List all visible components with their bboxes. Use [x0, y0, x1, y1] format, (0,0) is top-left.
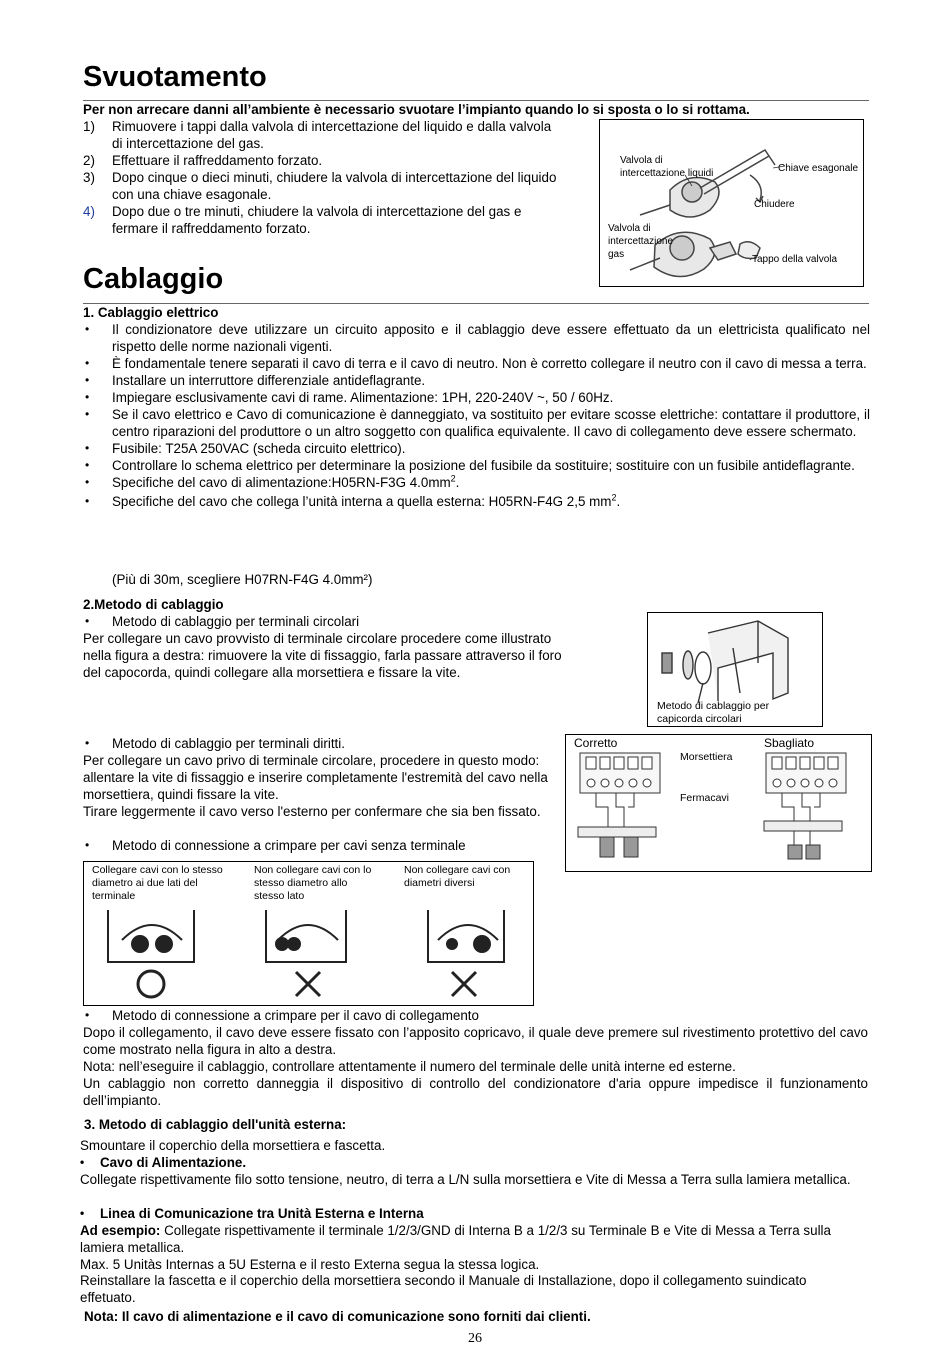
list-item: • Se il cavo elettrico e Cavo di comunicazione è danneggiato, va sostituito per evitare scosse elettriche: contattare il produttore, il centro riparazioni del produttore o un altro soggetto con qualifica equivalente. Il cavo di collegamento deve essere schermato.: [83, 406, 870, 440]
s3-heading: 3. Metodo di cablaggio dell'unità esterna:: [84, 1117, 347, 1132]
label-hex-key: Chiave esagonale: [778, 163, 859, 174]
list-item: • Fusibile: T25A 250VAC (scheda circuito elettrico).: [83, 440, 870, 457]
s2-note-paragraph: Nota: nell’eseguire il cablaggio, controllare attentamente il numero del terminale delle unità interne ed esterne.: [83, 1059, 736, 1074]
crimp-cell-same-side-text: Non collegare cavi con lo stesso diametro allo stesso lato: [254, 864, 372, 902]
crimp-cell-diff-diameter-text: Non collegare cavi con diametri diversi: [404, 864, 511, 889]
crimp-illustration: [84, 862, 533, 1005]
label-terminal: Morsettiera: [680, 751, 733, 763]
crimp-table: [83, 861, 534, 1006]
s2-bullet-ring: [83, 613, 583, 630]
label-close: Chiudere: [754, 199, 795, 210]
s2-straight-paragraph: Per collegare un cavo privo di terminale circolare, procedere in questo modo: allentare la vite di fissaggio e inserire completamente l'estremità del cavo nella morsettiera, quindi fissare la vite.: [83, 753, 548, 802]
label-correct: Corretto: [574, 736, 618, 750]
s2-warning-paragraph: Un cablaggio non corretto danneggia il dispositivo di controllo del condizionatore d'aria oppure impedisce il funzionamento dell’impianto.: [83, 1076, 868, 1108]
ring-terminal-illustration: [648, 613, 822, 703]
list-item: • Linea di Comunicazione tra Unità Esterna e Interna: [78, 1205, 868, 1222]
list-item: • Specifiche del cavo che collega l’unità interna a quella esterna: H05RN-F4G 2,5 $mm^2$.: [83, 493, 870, 510]
s3-paragraph-3: Max. 5 Unitàs Internas a 5U Esterna e il resto Externa segua la stessa logica.: [80, 1257, 540, 1272]
s2-heading: 2.Metodo di cablaggio: [83, 597, 224, 612]
section-title-svuotamento: Svuotamento: [83, 61, 267, 93]
ring-figure-caption: Metodo di cablaggio per capicorda circolari: [657, 700, 770, 725]
list-item: • Controllare lo schema elettrico per determinare la posizione del fusibile da sostituire; sostituire con un fusibile antideflagrante.: [83, 457, 870, 474]
list-item: • Metodo di connessione a crimpare per cavi senza terminale: [83, 837, 563, 854]
straight-terminal-figure: [565, 734, 872, 872]
list-item: • Metodo di cablaggio per terminali diritti.: [83, 735, 553, 752]
s3-note: Nota: Il cavo di alimentazione e il cavo di comunicazione sono forniti dai clienti.: [84, 1309, 591, 1324]
s1-heading: 1. Cablaggio elettrico: [83, 305, 219, 320]
step-item: 1) Rimuovere i tappi dalla valvola di intercettazione del liquido e dalla valvola di intercettazione del gas.: [83, 119, 552, 151]
step-item: 3) Dopo cinque o dieci minuti, chiudere la valvola di intercettazione del liquido con una chiave esagonale.: [83, 170, 557, 202]
valve-figure: [599, 119, 864, 287]
crimp-cell-correct-text: Collegare cavi con lo stesso diametro ai due lati del terminale: [92, 864, 223, 902]
s3-paragraph-4: Reinstallare la fascetta e il coperchio della morsettiera secondo il Manuale di Installazione, dopo il collegamento suindicato effetuato.: [80, 1273, 807, 1305]
s2-straight-paragraph-2: Tirare leggermente il cavo verso l'esterno per confermare che sia ben fissato.: [83, 804, 541, 819]
spec-note: (Più di 30m, scegliere H07RN-F4G 4.0mm²): [112, 572, 373, 587]
list-item: • Impiegare esclusivamente cavi di rame. Alimentazione: 1PH, 220-240V ~, 50 / 60Hz.: [83, 389, 870, 406]
list-item: • Metodo di cablaggio per terminali circolari: [83, 613, 583, 630]
s1-bullets: [83, 321, 870, 510]
label-clamp: Fermacavi: [680, 792, 730, 804]
step-item: 2) Effettuare il raffreddamento forzato.: [83, 153, 323, 168]
svuotamento-steps: [83, 118, 563, 237]
section-title-cablaggio: Cablaggio: [83, 263, 224, 295]
label-valve-cap: Tappo della valvola: [752, 254, 838, 265]
s3-bullet-power: [78, 1154, 868, 1171]
s3-paragraph-2: Collegate rispettivamente filo sotto tensione, neutro, di terra a L/N sulla morsettiera e Vite di Messa a Terra sulla lamiera metallica.: [80, 1172, 851, 1187]
label-gas-valve: Valvola di intercettazione gas: [608, 223, 674, 260]
list-item: • Specifiche del cavo di alimentazione:H05RN-F3G $4.0mm^2$.: [83, 474, 870, 491]
s3-paragraph-1: Smountare il coperchio della morsettiera e fascetta.: [80, 1138, 386, 1153]
list-item: • Cavo di Alimentazione.: [78, 1154, 868, 1171]
s2-crimp-link-paragraph: Dopo il collegamento, il cavo deve essere fissato con l’apposito copricavo, il quale deve premere sul rivestimento protettivo del cavo come mostrato nella figura in alto a destra.: [83, 1025, 868, 1057]
s3-bullet-comm: [78, 1205, 868, 1222]
label-wrong: Sbagliato: [764, 736, 815, 750]
list-item: • Metodo di connessione a crimpare per il cavo di collegamento: [83, 1007, 869, 1024]
step-item: 4) Dopo due o tre minuti, chiudere la valvola di intercettazione del gas e fermare il raffreddamento forzato.: [83, 204, 522, 236]
ring-terminal-figure: [647, 612, 823, 727]
s2-bullet-crimp: [83, 837, 563, 854]
list-item: • Il condizionatore deve utilizzare un circuito apposito e il cablaggio deve essere effettuato da un elettricista qualificato nel rispetto delle norme nazionali vigenti.: [83, 321, 870, 355]
list-item: • Installare un interruttore differenziale antideflagrante.: [83, 372, 870, 389]
label-liquid-valve: Valvola di intercettazione liquidi: [620, 155, 714, 179]
svuotamento-intro: Per non arrecare danni all’ambiente è necessario svuotare l’impianto quando lo si sposta o lo si rottama.: [83, 102, 750, 117]
page-number: 26: [468, 1331, 482, 1346]
s2-bullet-straight: [83, 735, 553, 752]
list-item: • È fondamentale tenere separati il cavo di terra e il cavo di neutro. Non è corretto collegare il neutro con il cavo di messa a terra.: [83, 355, 870, 372]
s2-bullet-crimp-link: [83, 1007, 869, 1024]
straight-terminal-illustration: [566, 735, 871, 871]
s3-example-paragraph: Ad esempio: Collegate rispettivamente il terminale 1/2/3/GND di Interna B a 1/2/3 su Terminale B e Vite di Messa a Terra sulla lamiera metallica.: [80, 1223, 831, 1255]
s2-ring-paragraph: Per collegare un cavo provvisto di terminale circolare procedere come illustrato nella figura a destra: rimuovere la vite di fissaggio, farla passare attraverso il foro del capocorda, quindi collegare alla morsettiera e fissare la vite.: [83, 631, 562, 680]
